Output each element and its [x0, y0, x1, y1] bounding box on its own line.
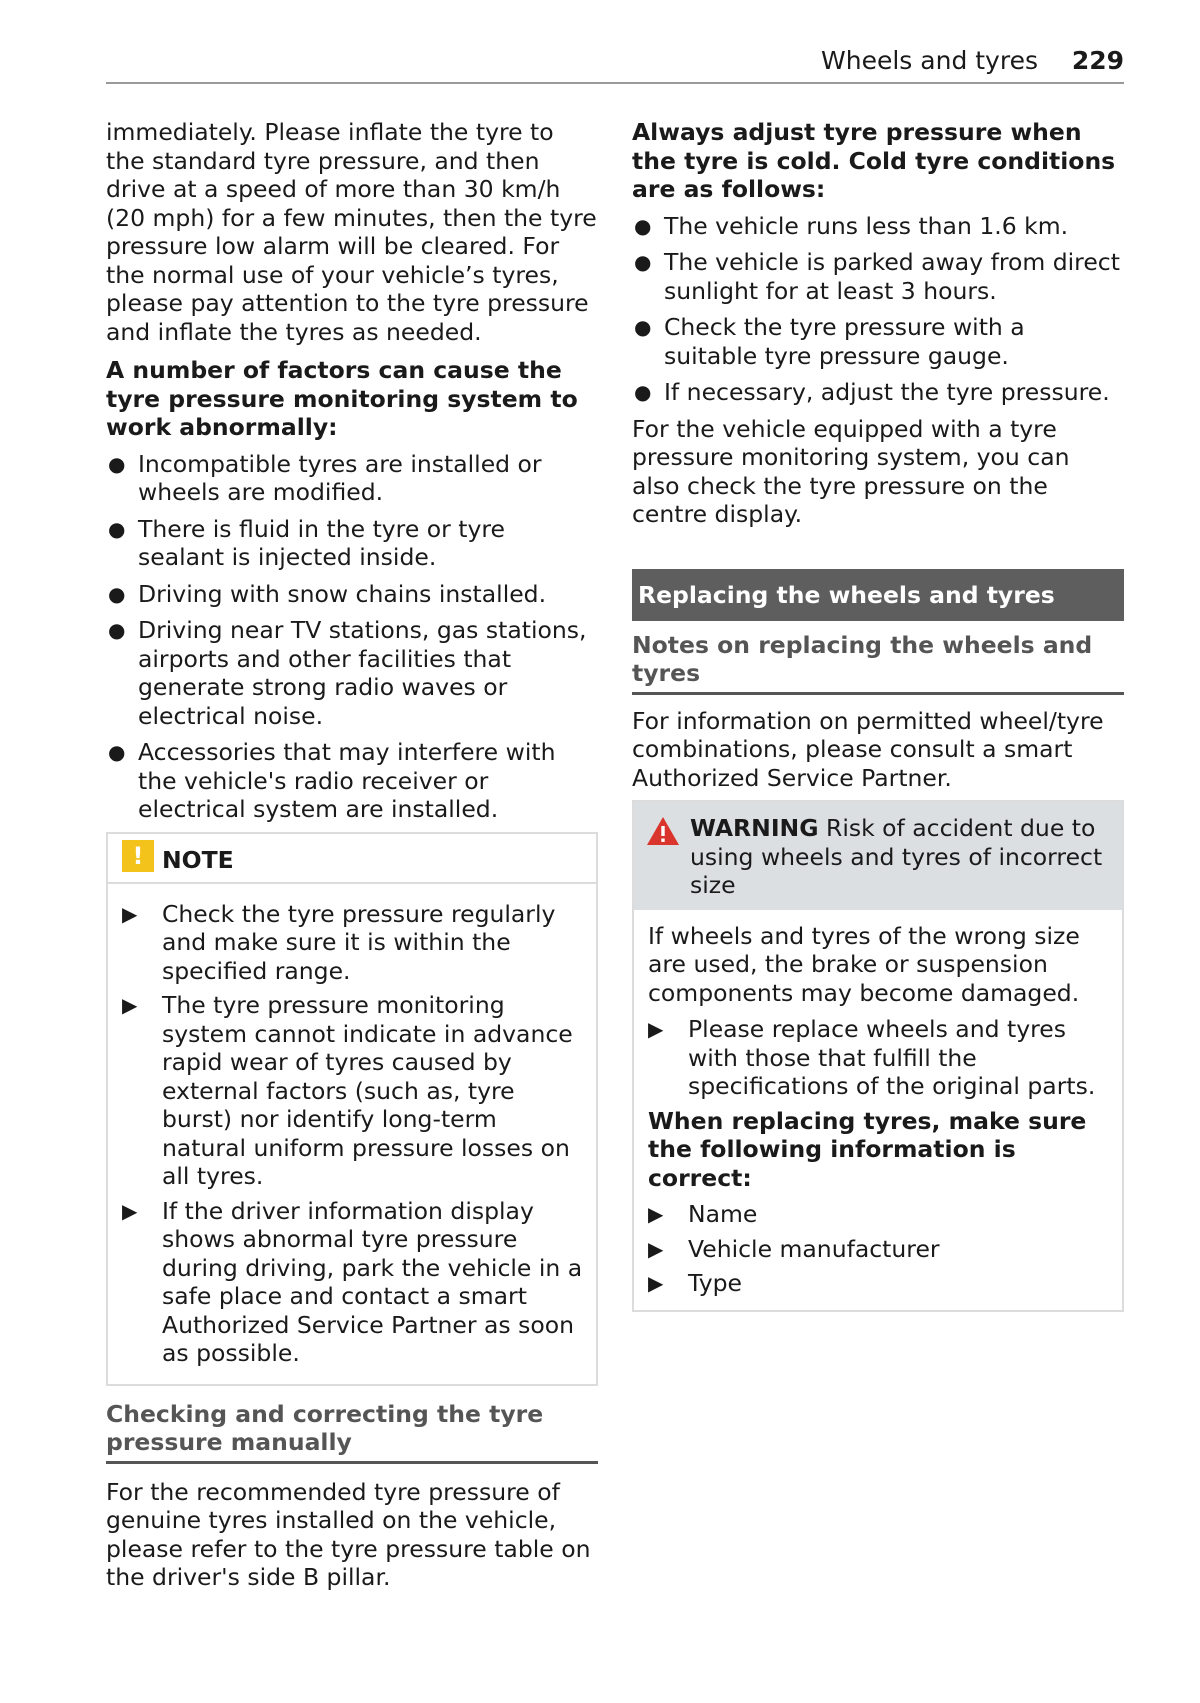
list-item: ▶ Check the tyre pressure regularly and make sure it is within the specified range.: [122, 899, 556, 985]
list-item: ▶ The tyre pressure monitoring system cannot indicate in advance rapid wear of tyres caused by external factors (such as, tyre burst) nor identify long-term natural uniform pressure losses on all tyres.: [122, 991, 573, 1190]
list-item: ● If necessary, adjust the tyre pressure.: [634, 378, 1110, 406]
cold-tyre-heading: Always adjust tyre pressure when the tyre is cold. Cold tyre conditions are as follows:: [632, 118, 1116, 203]
manual-check-text: For the recommended tyre pressure of genuine tyres installed on the vehicle, please refer to the tyre pressure table on the driver's side B pillar.: [106, 1477, 591, 1591]
list-item: ▶ Vehicle manufacturer: [648, 1234, 940, 1263]
warning-box: [632, 800, 1124, 1312]
note-box: [106, 832, 598, 1386]
list-item: ▶ Name: [648, 1200, 758, 1228]
warning-label: WARNING: [690, 814, 819, 842]
list-item: ● Driving with snow chains installed.: [108, 579, 547, 608]
notes-heading: Notes on replacing the wheels and tyres: [632, 631, 1124, 695]
note-header: [108, 834, 596, 884]
page-header: [106, 42, 1124, 84]
list-item: ▶ Type: [648, 1269, 742, 1297]
manual-check-heading: Checking and correcting the tyre pressure manually: [106, 1400, 598, 1464]
section-bar: Replacing the wheels and tyres: [632, 569, 1124, 621]
arrow-icon: ▶: [122, 1198, 138, 1223]
arrow-icon: ▶: [122, 993, 138, 1017]
note-title: NOTE: [162, 845, 234, 874]
arrow-icon: ▶: [648, 1236, 664, 1261]
page-number: 229: [1071, 46, 1124, 75]
warning-text: If wheels and tyres of the wrong size are used, the brake or suspension components may become damaged.: [648, 921, 1080, 1007]
intro-paragraph: immediately. Please inflate the tyre to the standard tyre pressure, and then drive at a speed of more than 30 km/h (20 mph) for a few minutes, then the tyre pressure low alarm will be cleared. For the normal use of your vehicle’s tyres, please pay attention to the tyre pressure and inflate the tyres as needed.: [106, 118, 597, 346]
tpms-paragraph: For the vehicle equipped with a tyre pressure monitoring system, you can also check the tyre pressure on the centre display.: [632, 414, 1070, 528]
list-item: ● There is fluid in the tyre or tyre sealant is injected inside.: [108, 514, 505, 571]
exclamation-icon: !: [122, 840, 154, 872]
factors-heading: A number of factors can cause the tyre pressure monitoring system to work abnormally:: [106, 356, 578, 441]
list-item: ▶ If the driver information display shows abnormal tyre pressure during driving, park the vehicle in a safe place and contact a smart Authorized Service Partner as soon as possible.: [122, 1196, 583, 1367]
warning-triangle-icon: [646, 816, 680, 846]
arrow-icon: ▶: [122, 901, 138, 926]
list-item: ● Accessories that may interfere with the vehicle's radio receiver or electrical system are installed.: [108, 738, 556, 823]
list-item: ▶ Please replace wheels and tyres with those that fulfill the specifications of the original parts.: [648, 1015, 1096, 1100]
warning-body: [634, 910, 1122, 1310]
list-item: ● Driving near TV stations, gas stations, airports and other facilities that generate strong radio waves or electrical noise.: [108, 616, 587, 730]
list-item: ● Incompatible tyres are installed or wheels are modified.: [108, 449, 542, 506]
warning-header: [634, 802, 1122, 910]
section-title: Wheels and tyres: [821, 46, 1038, 75]
note-list: [122, 900, 584, 1368]
notes-paragraph: For information on permitted wheel/tyre combinations, please consult a smart Authorized Service Partner.: [632, 706, 1104, 792]
replace-info-heading: When replacing tyres, make sure the following information is correct:: [648, 1106, 1087, 1192]
note-body: [108, 884, 596, 1384]
replace-info-list: [648, 1200, 1110, 1298]
arrow-icon: ▶: [648, 1271, 664, 1295]
cold-tyre-list: [632, 212, 1124, 407]
factors-list: [106, 450, 598, 824]
arrow-icon: ▶: [648, 1017, 664, 1041]
left-column: [106, 118, 598, 1592]
warning-action-list: [648, 1015, 1110, 1101]
right-column: [632, 118, 1124, 1312]
list-item: ● The vehicle runs less than 1.6 km.: [634, 211, 1069, 240]
list-item: ● The vehicle is parked away from direct sunlight for at least 3 hours.: [634, 248, 1120, 305]
warning-title: Risk of accident due to using wheels and tyres of incorrect size: [690, 814, 1103, 899]
arrow-icon: ▶: [648, 1202, 664, 1226]
list-item: ● Check the tyre pressure with a suitable tyre pressure gauge.: [634, 313, 1025, 370]
